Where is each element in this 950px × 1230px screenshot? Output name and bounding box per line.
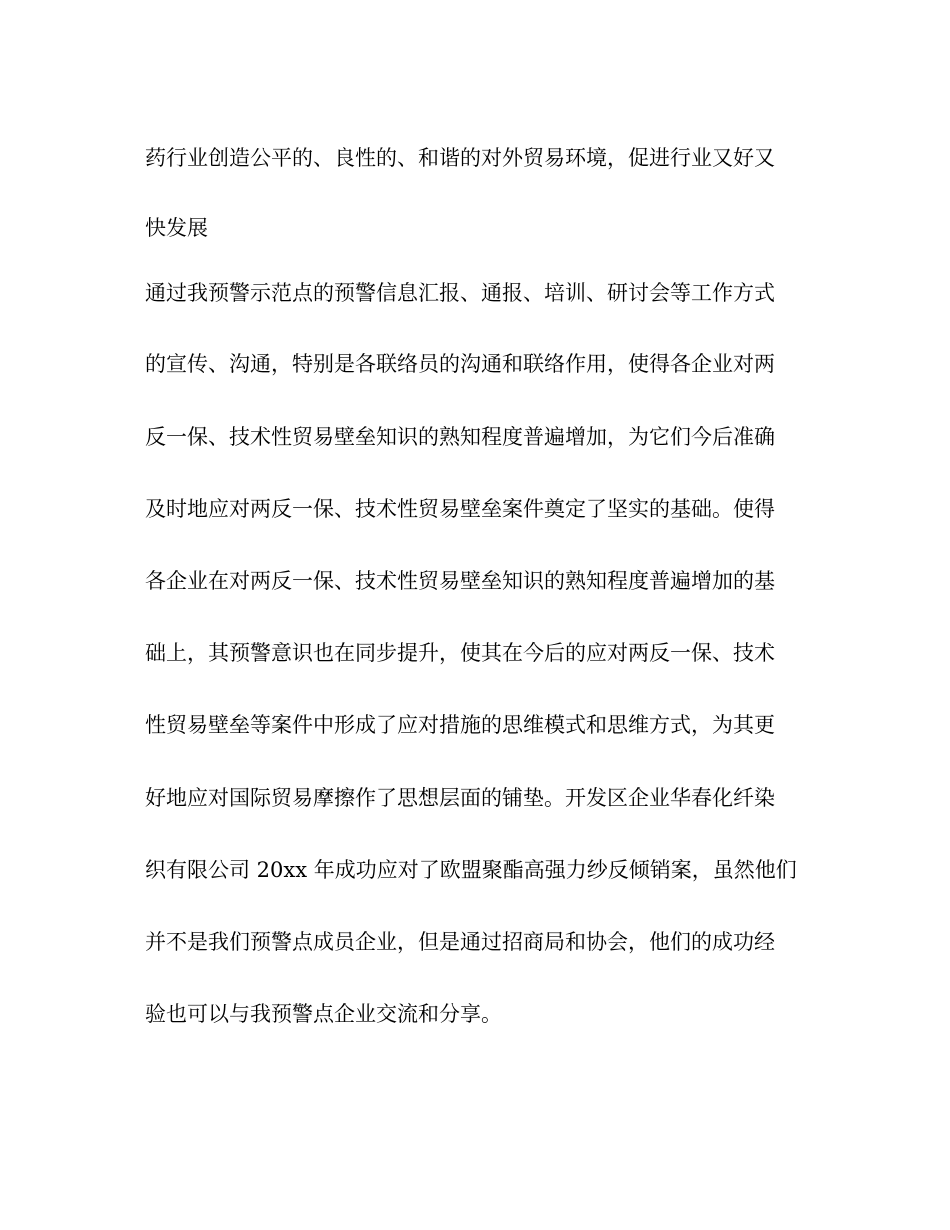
text-line: 快发展 [145, 216, 208, 240]
text-line: 织有限公司 20xx 年成功应对了欧盟聚酯高强力纱反倾销案，虽然他们 [145, 858, 797, 882]
text-line: 反一保、技术性贸易壁垒知识的熟知程度普遍增加，为它们今后准确 [145, 425, 775, 449]
text-line: 药行业创造公平的、良性的、和谐的对外贸易环境，促进行业又好又 [145, 146, 775, 170]
text-line: 及时地应对两反一保、技术性贸易壁垒案件奠定了坚实的基础。使得 [145, 497, 775, 521]
text-line: 验也可以与我预警点企业交流和分享。 [145, 1002, 502, 1026]
text-line: 并不是我们预警点成员企业，但是通过招商局和协会，他们的成功经 [145, 930, 775, 954]
text-line: 的宣传、沟通，特别是各联络员的沟通和联络作用，使得各企业对两 [145, 352, 775, 376]
text-line: 各企业在对两反一保、技术性贸易壁垒知识的熟知程度普遍增加的基 [145, 569, 775, 593]
text-line: 通过我预警示范点的预警信息汇报、通报、培训、研讨会等工作方式 [145, 281, 775, 305]
text-line: 性贸易壁垒等案件中形成了应对措施的思维模式和思维方式，为其更 [145, 713, 775, 737]
text-line: 好地应对国际贸易摩擦作了思想层面的铺垫。开发区企业华春化纤染 [145, 786, 775, 810]
text-line: 础上，其预警意识也在同步提升，使其在今后的应对两反一保、技术 [145, 641, 775, 665]
